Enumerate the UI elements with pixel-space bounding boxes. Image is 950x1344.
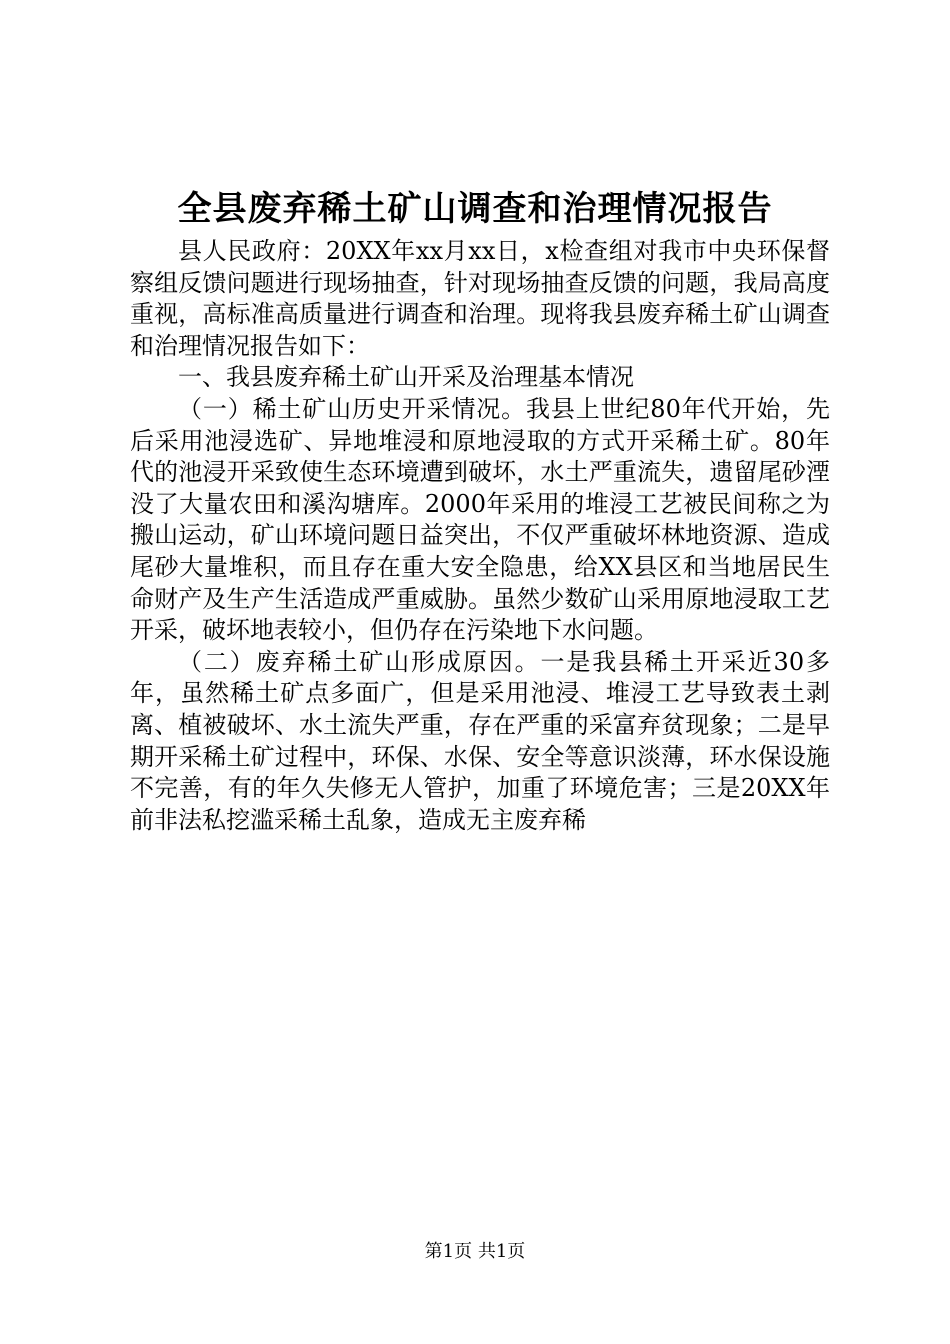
- document-title: 全县废弃稀土矿山调查和治理情况报告: [177, 189, 773, 229]
- page-footer: 第1页 共1页: [424, 1241, 526, 1262]
- paragraph-history: （一）稀土矿山历史开采情况。我县上世纪80年代开始，先后采用池浸选矿、异地堆浸和原地浸取的方式开采稀土矿。80年代的池浸开采致使生态环境遭到破坏，水土严重流失，遗留尾砂湮没了大量农田和溪沟塘库。2000年采用的堆浸工艺被民间称之为搬山运动，矿山环境问题日益突出，不仅严重破坏林地资源、造成尾砂大量堆积，而且存在重大安全隐患，给XX县区和当地居民生命财产及生产生活造成严重威胁。虽然少数矿山采用原地浸取工艺开采，破坏地表较小，但仍存在污染地下水问题。: [130, 394, 830, 645]
- paragraph-intro: 县人民政府：20XX年xx月xx日，x检查组对我市中央环保督察组反馈问题进行现场抽查，针对现场抽查反馈的问题，我局高度重视，高标准高质量进行调查和治理。现将我县废弃稀土矿山调查和治理情况报告如下：: [130, 237, 830, 360]
- paragraph-causes: （二）废弃稀土矿山形成原因。一是我县稀土开采近30多年，虽然稀土矿点多面广，但是采用池浸、堆浸工艺导致表土剥离、植被破坏、水土流失严重，存在严重的采富弃贫现象；二是早期开采稀土矿过程中，环保、水保、安全等意识淡薄，环水保设施不完善，有的年久失修无人管护，加重了环境危害；三是20XX年前非法私挖滥采稀土乱象，造成无主废弃稀: [130, 647, 830, 834]
- document-body: [130, 236, 830, 836]
- section-heading: 一、我县废弃稀土矿山开采及治理基本情况: [178, 363, 634, 392]
